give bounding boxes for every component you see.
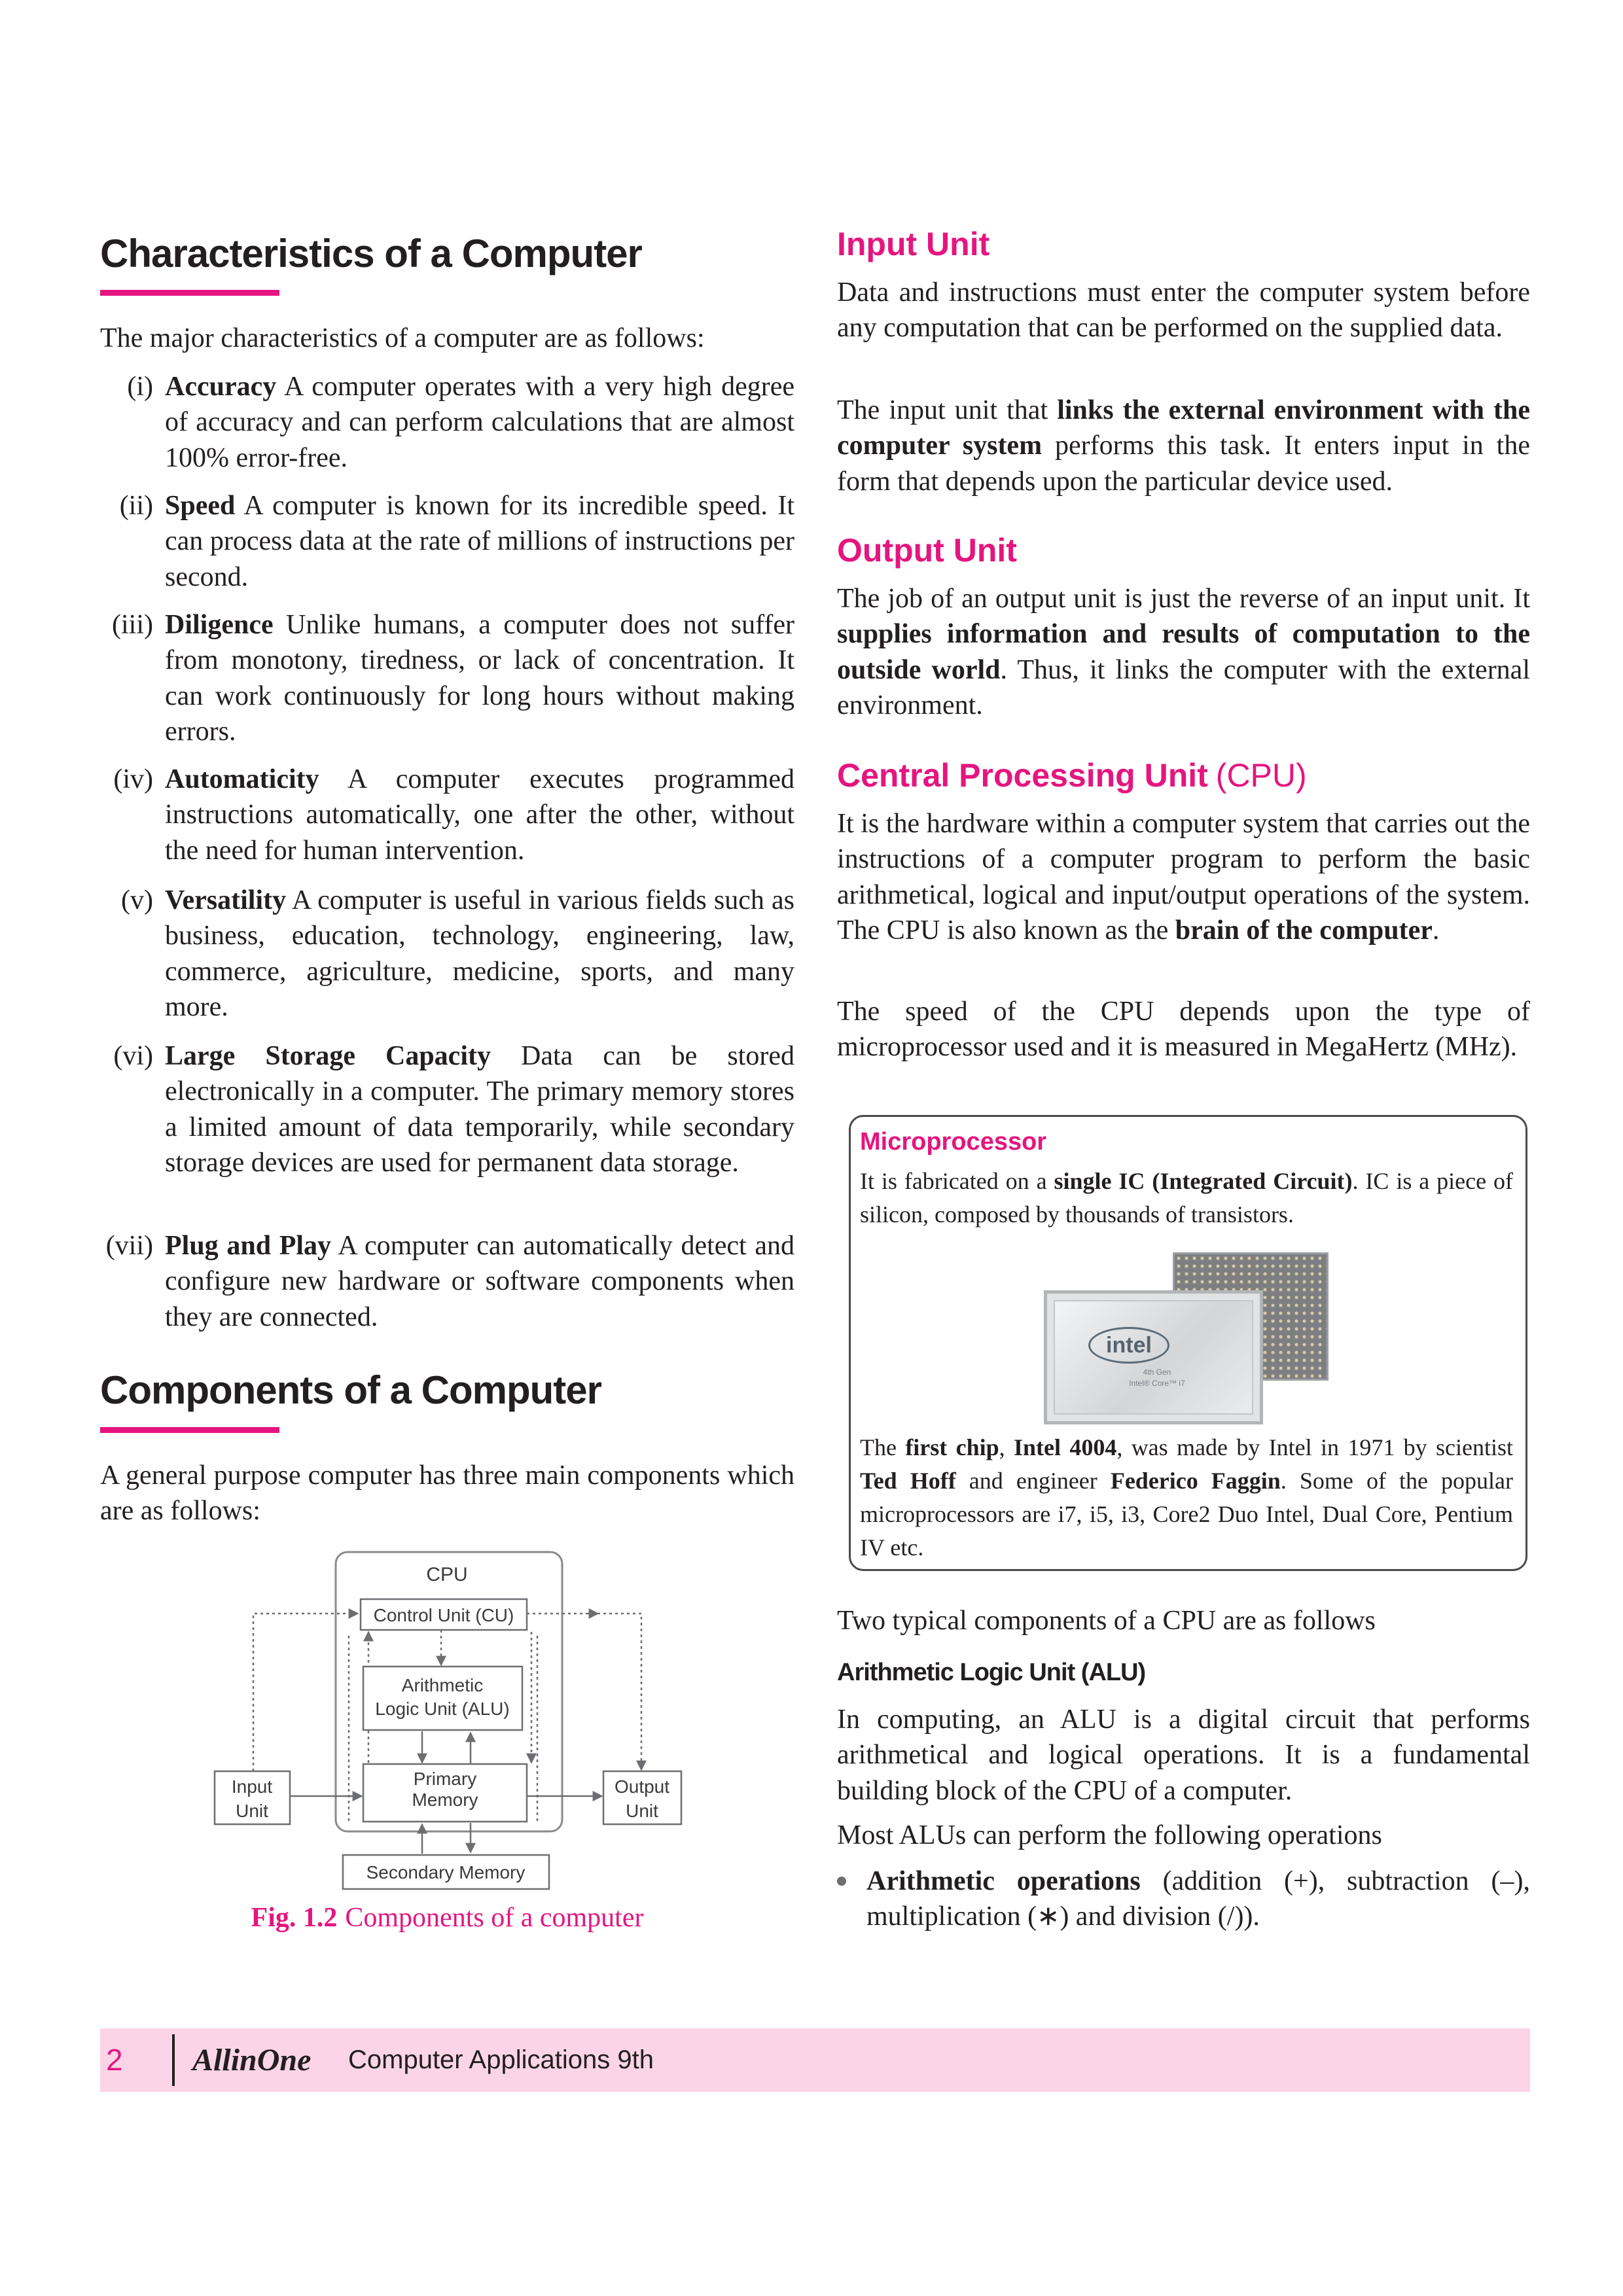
components-intro: A general purpose computer has three main components which are as follows:: [100, 1460, 794, 1527]
brand-logo: AllinOne: [192, 2043, 312, 2077]
item-description: A computer is useful in various fields such as business, education, technology, engineering, law, commerce, agriculture, medicine, sports, and many more.: [165, 885, 794, 1023]
bold-segment: brain of the computer: [1175, 915, 1433, 946]
input-unit-label-line1: Input: [231, 1776, 273, 1797]
characteristic-item-speed: [100, 488, 794, 595]
characteristic-item-accuracy: [100, 369, 794, 476]
bold-segment: single IC (Integrated Circuit): [1054, 1168, 1353, 1194]
footer-band: [100, 2028, 1530, 2092]
bold-segment: links the external environment with the computer system: [837, 395, 1531, 461]
chip-marking-line2: Intel® Core™ i7: [1129, 1379, 1185, 1388]
primary-memory-label-line2: Memory: [412, 1790, 478, 1810]
item-term: Versatility: [165, 885, 287, 915]
components-heading: Components of a Computer: [100, 1368, 601, 1412]
text-segment: performs this task. It enters input in the form that depends upon the particular device used.: [837, 431, 1530, 497]
cpu-para2: The speed of the CPU depends upon the type of microprocessor used and it is measured in MegaHertz (MHz).: [837, 997, 1530, 1063]
item-number: (iv): [113, 764, 153, 794]
cpu-heading: [837, 755, 1530, 796]
characteristic-item-storage: [100, 1038, 794, 1181]
characteristics-intro: The major characteristics of a computer are as follows:: [100, 323, 705, 353]
bold-segment: first chip: [905, 1434, 999, 1460]
item-term: Plug and Play: [165, 1231, 332, 1261]
figure-caption-text: Components of a computer: [345, 1903, 644, 1933]
heading-underline: [100, 290, 279, 296]
text-segment: .: [1432, 915, 1440, 946]
microprocessor-text1: [860, 1165, 1513, 1231]
output-unit-heading: Output Unit: [837, 532, 1017, 569]
microprocessor-heading: Microprocessor: [860, 1128, 1047, 1156]
alu-para2: Most ALUs can perform the following operations: [837, 1820, 1382, 1850]
text-segment: (addition (+), subtraction (–), multiplication (∗) and division (/)).: [866, 1866, 1530, 1932]
bold-segment: supplies information and results of computation to the outside world: [837, 619, 1530, 685]
text-segment: and engineer: [955, 1468, 1111, 1494]
bold-segment: Ted Hoff: [860, 1468, 956, 1494]
item-term: Diligence: [165, 610, 274, 640]
item-description: Data can be stored electronically in a computer. The primary memory stores a limited amount of data temporarily, while secondary storage devices are used for permanent data storage.: [165, 1041, 794, 1178]
text-segment: The: [860, 1434, 906, 1460]
item-number: (ii): [119, 491, 153, 521]
item-number: (vii): [105, 1231, 153, 1261]
figure-number: Fig. 1.2: [251, 1903, 338, 1933]
alu-lead: Two typical components of a CPU are as follows: [837, 1606, 1376, 1636]
microprocessor-box: [849, 1115, 1527, 1571]
cpu-para1: [837, 806, 1530, 949]
item-number: (v): [121, 885, 153, 915]
text-segment: ,: [999, 1434, 1014, 1460]
book-title: Computer Applications 9th: [348, 2045, 654, 2074]
bold-segment: Arithmetic operations: [866, 1866, 1141, 1896]
text-segment: It is the hardware within a computer system that carries out the instructions of a computer program to perform the basic arithmetical, logical and input/output operations of the system. The CPU is also known as the: [837, 809, 1530, 946]
text-segment: . Some of the popular microprocessors are i7, i5, i3, Core2 Duo Intel, Dual Core, Pentium IV etc.: [860, 1468, 1513, 1561]
item-description: A computer can automatically detect and configure new hardware or software components when they are connected.: [165, 1231, 794, 1332]
cpu-heading-text: Central Processing Unit: [837, 757, 1208, 794]
alu-label-line2: Logic Unit (ALU): [375, 1699, 510, 1719]
alu-label-line1: Arithmetic: [401, 1675, 484, 1695]
primary-memory-label-line1: Primary: [413, 1769, 477, 1789]
cu-to-output-line: [527, 1614, 641, 1770]
cpu-label: CPU: [426, 1564, 468, 1585]
characteristic-item-automaticity: [100, 762, 794, 868]
item-term: Automaticity: [165, 764, 319, 794]
page-number: 2: [106, 2043, 123, 2077]
bold-segment: Intel 4004: [1014, 1434, 1117, 1460]
input-unit-heading: Input Unit: [837, 226, 990, 262]
footer-divider: [172, 2034, 175, 2086]
characteristic-item-diligence: [100, 607, 794, 750]
cpu-heading-abbr: (CPU): [1215, 757, 1307, 794]
item-number: (iii): [112, 610, 153, 640]
text-segment: The input unit that: [837, 395, 1058, 425]
item-term: Large Storage Capacity: [165, 1041, 491, 1071]
chip-marking-line1: 4th Gen: [1143, 1368, 1171, 1377]
alu-para1: In computing, an ALU is a digital circuit that performs arithmetical and logical operations. It is a fundamental building block of the CPU of a computer.: [837, 1704, 1530, 1806]
text-segment: It is fabricated on a: [860, 1168, 1054, 1194]
microprocessor-text2: [860, 1431, 1513, 1564]
input-unit-para1: Data and instructions must enter the computer system before any computation that can be performed on the supplied data.: [837, 277, 1530, 344]
item-description: Unlike humans, a computer does not suffer from monotony, tiredness, or lack of concentration. It can work continuously for long hours without making errors.: [165, 610, 794, 747]
output-unit-para: [837, 581, 1530, 724]
characteristic-item-versatility: [100, 883, 794, 1025]
control-unit-label: Control Unit (CU): [373, 1605, 514, 1625]
input-unit-label-line2: Unit: [236, 1801, 268, 1821]
text-segment: . Thus, it links the computer with the external environment.: [837, 654, 1530, 721]
heading-underline: [100, 1427, 279, 1433]
characteristics-heading: Characteristics of a Computer: [100, 232, 642, 275]
item-number: (vi): [113, 1041, 153, 1071]
intel-logo: intel: [1088, 1327, 1169, 1364]
chip-marking: [1124, 1367, 1190, 1389]
item-description: A computer operates with a very high degree of accuracy and can perform calculations that are almost 100% error-free.: [165, 372, 794, 473]
bold-segment: Federico Faggin: [1110, 1468, 1281, 1494]
input-to-cu-line: [253, 1614, 358, 1771]
item-description: A computer executes programmed instructions automatically, one after the other, without the need for human intervention.: [165, 764, 794, 866]
item-term: Speed: [165, 491, 236, 521]
characteristic-item-plug-and-play: [100, 1228, 794, 1335]
intel-chip-image: [1044, 1290, 1263, 1424]
secondary-memory-label: Secondary Memory: [366, 1862, 526, 1882]
alu-heading: Arithmetic Logic Unit (ALU): [837, 1659, 1146, 1686]
list-item: [866, 1863, 1530, 1935]
figure-caption: [100, 1900, 794, 1935]
item-term: Accuracy: [165, 372, 277, 402]
output-unit-label-line2: Unit: [626, 1801, 658, 1821]
input-unit-para2: [837, 393, 1530, 499]
text-segment: , was made by Intel in 1971 by scientist: [1116, 1434, 1513, 1460]
bullet-icon: [837, 1877, 846, 1886]
components-diagram: [196, 1544, 707, 1911]
text-segment: . IC is a piece of silicon, composed by thousands of transistors.: [860, 1168, 1514, 1227]
item-description: A computer is known for its incredible speed. It can process data at the rate of millions of instructions per second.: [165, 491, 794, 592]
text-segment: The job of an output unit is just the reverse of an input unit. It: [837, 584, 1530, 614]
output-unit-label-line1: Output: [614, 1776, 670, 1797]
item-number: (i): [127, 372, 153, 402]
